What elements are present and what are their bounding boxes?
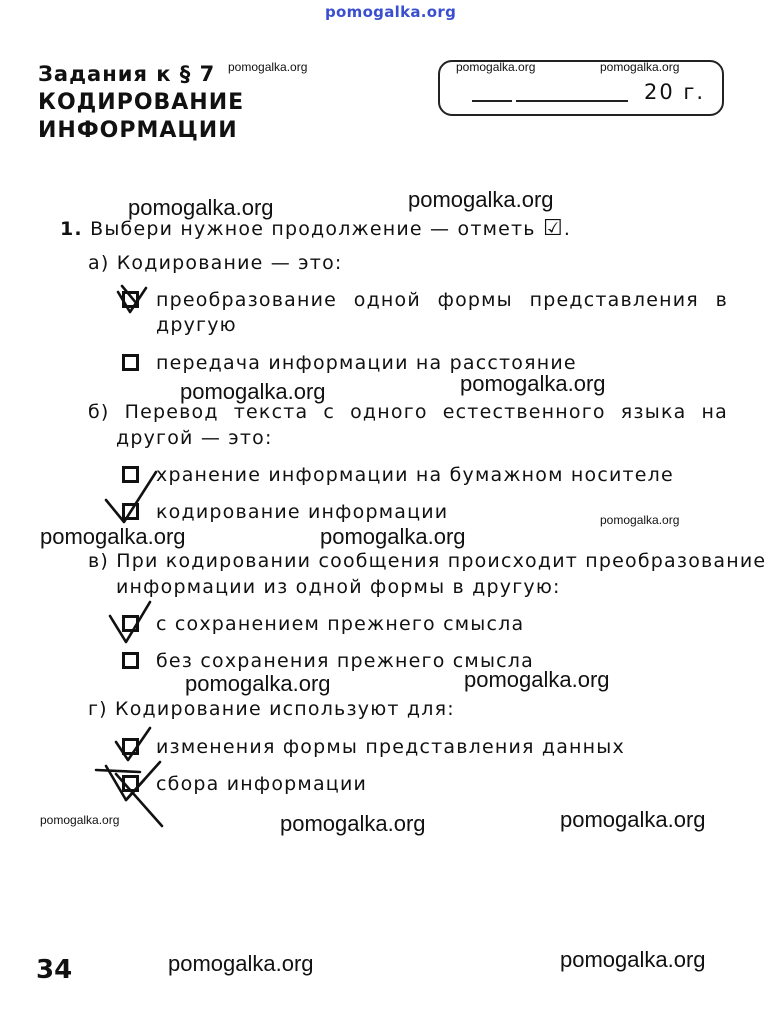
option-a-2-text: передача информации на расстояние [156, 352, 577, 374]
watermark: pomogalka.org [408, 187, 554, 212]
watermark: pomogalka.org [464, 667, 610, 692]
assignment-heading: Задания к § 7 [38, 62, 216, 86]
checkbox-a-1[interactable] [122, 291, 139, 308]
watermark: pomogalka.org [40, 813, 120, 827]
checkbox-g-2[interactable] [122, 775, 139, 792]
watermark: pomogalka.org [600, 60, 680, 74]
handwritten-cross-out-mark [96, 770, 140, 772]
watermark: pomogalka.org [228, 60, 308, 74]
top-watermark: pomogalka.org [325, 3, 457, 21]
option-a-1-text-cont: другую [156, 314, 237, 336]
checkbox-v-2[interactable] [122, 652, 139, 669]
watermark: pomogalka.org [168, 951, 314, 976]
topic-title-line-1: КОДИРОВАНИЕ [38, 90, 245, 115]
question-label: в) [88, 550, 110, 572]
question-v [88, 550, 767, 572]
question-text: При кодировании сообщения происходит преобразование [116, 550, 767, 572]
watermark: pomogalka.org [600, 513, 680, 527]
option-a-1-text: преобразование одной формы представления в [156, 289, 728, 311]
question-b [88, 401, 728, 423]
checkbox-b-1[interactable] [122, 466, 139, 483]
question-label: а) [88, 252, 110, 274]
option-v-1-text: с сохранением прежнего смысла [156, 613, 525, 635]
watermark: pomogalka.org [460, 371, 606, 396]
task-instruction-text: Выбери нужное продолжение — отметь [90, 218, 536, 240]
watermark: pomogalka.org [40, 524, 186, 549]
watermark: pomogalka.org [180, 379, 326, 404]
option-v-2-text: без сохранения прежнего смысла [156, 650, 534, 672]
checkbox-a-2[interactable] [122, 354, 139, 371]
watermark: pomogalka.org [185, 671, 331, 696]
question-text: Кодирование — это: [116, 252, 343, 274]
instruction-period: . [563, 218, 572, 240]
task-instruction [60, 216, 571, 241]
option-b-1-text: хранение информации на бумажном носителе [156, 464, 674, 486]
question-text: Перевод текста с одного естественного языка на [124, 401, 728, 423]
task-number: 1. [60, 218, 83, 240]
date-month-line [516, 100, 628, 102]
question-v-cont: информации из одной формы в другую: [116, 576, 561, 598]
date-year-text: 20 г. [644, 80, 706, 104]
watermark: pomogalka.org [128, 195, 274, 220]
question-text: Кодирование используют для: [115, 698, 455, 720]
watermark: pomogalka.org [560, 947, 706, 972]
option-g-2-text: сбора информации [156, 773, 368, 795]
topic-title-line-2: ИНФОРМАЦИИ [38, 118, 238, 143]
question-label: б) [88, 401, 110, 423]
page-number: 34 [36, 955, 73, 985]
question-a [88, 252, 343, 274]
option-g-1-text: изменения формы представления данных [156, 736, 625, 758]
watermark: pomogalka.org [280, 811, 426, 836]
question-g [88, 698, 455, 720]
question-b-cont: другой — это: [116, 427, 273, 449]
checkbox-b-2[interactable] [122, 503, 139, 520]
check-sample-icon: ☑ [542, 216, 564, 241]
watermark: pomogalka.org [456, 60, 536, 74]
date-day-line [472, 100, 512, 102]
watermark: pomogalka.org [560, 807, 706, 832]
checkbox-v-1[interactable] [122, 615, 139, 632]
question-label: г) [88, 698, 108, 720]
option-b-2-text: кодирование информации [156, 501, 449, 523]
watermark: pomogalka.org [320, 524, 466, 549]
checkbox-g-1[interactable] [122, 738, 139, 755]
